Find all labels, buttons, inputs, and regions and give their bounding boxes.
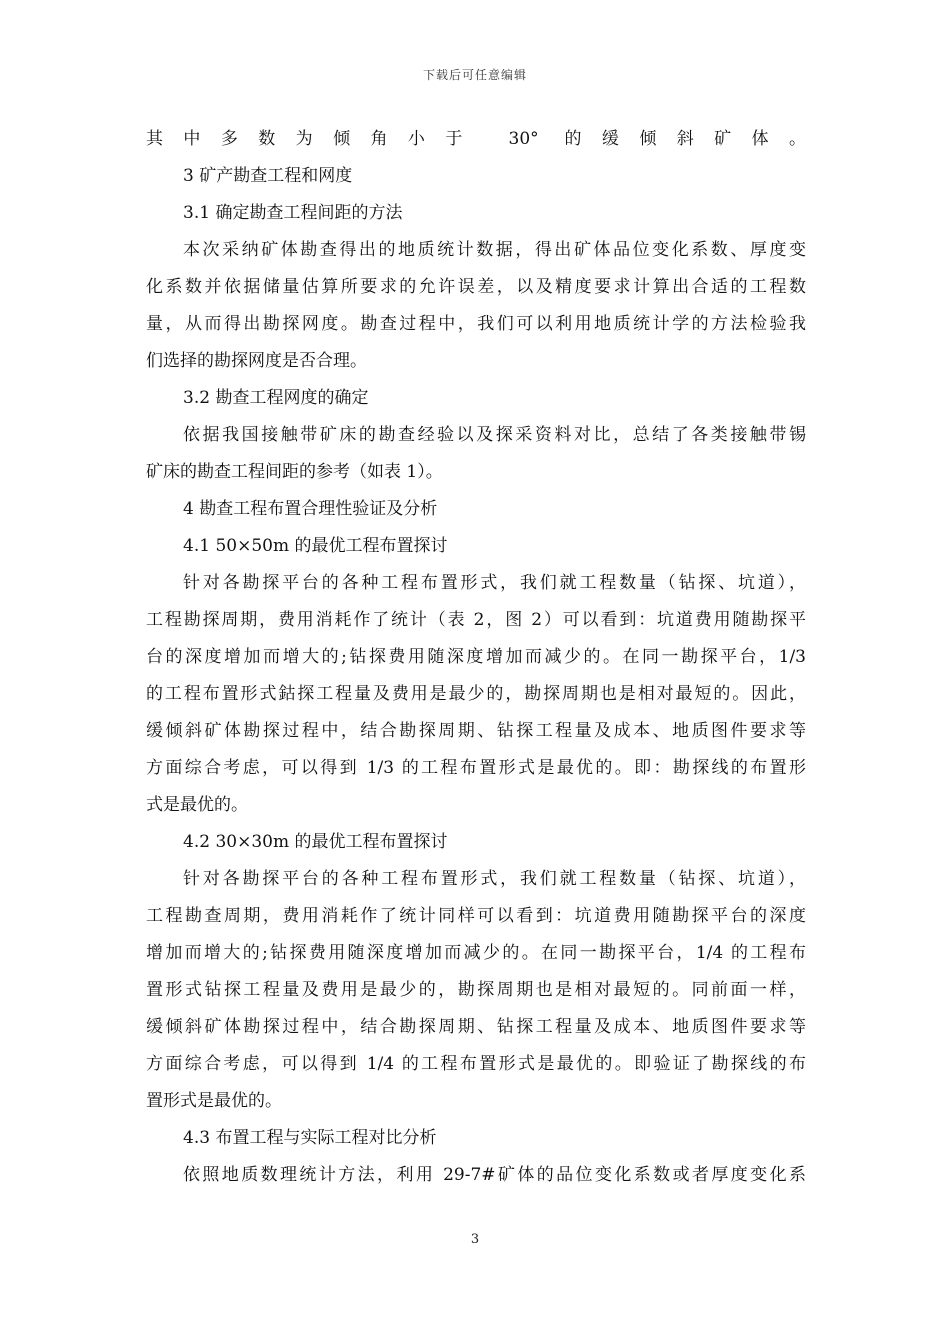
paragraph-line: 的工程布置形式鈷探工程量及费用是最少的，勘探周期也是相对最短的。因此， [146,684,806,704]
subsection-heading: 4.3 布置工程与实际工程对比分析 [183,1128,437,1148]
paragraph-line: 工程勘查周期，费用消耗作了统计同样可以看到：坑道费用随勘探平台的深度 [146,906,806,926]
page-header: 下载后可任意编辑 [422,68,527,82]
paragraph-line: 方面综合考虑，可以得到 1/4 的工程布置形式是最优的。即验证了勘探线的布 [146,1054,806,1074]
section-heading: 4 勘查工程布置合理性验证及分析 [183,499,438,519]
paragraph-line: 依照地质数理统计方法，利用 29-7#矿体的品位变化系数或者厚度变化系 [183,1165,806,1185]
paragraph-line: 化系数并依据储量估算所要求的允许误差，以及精度要求计算出合适的工程数 [146,277,806,297]
section-heading: 3 矿产勘查工程和网度 [183,166,353,186]
paragraph-line: 们选择的勘探网度是否合理。 [146,351,367,371]
paragraph-line: 针对各勘探平台的各种工程布置形式，我们就工程数量（钻探、坑道）， [183,869,806,889]
paragraph-line: 置形式钻探工程量及费用是最少的，勘探周期也是相对最短的。同前面一样， [146,980,806,1000]
paragraph-line: 针对各勘探平台的各种工程布置形式，我们就工程数量（钻探、坑道）， [183,573,806,593]
paragraph-line: 矿床的勘查工程间距的参考（如表 1）。 [146,462,443,482]
paragraph-line: 本次采纳矿体勘查得出的地质统计数据，得出矿体品位变化系数、厚度变 [183,240,806,260]
paragraph-line: 工程勘探周期，费用消耗作了统计（表 2，图 2）可以看到：坑道费用随勘探平 [146,610,806,630]
paragraph-line: 缓倾斜矿体勘探过程中，结合勘探周期、钻探工程量及成本、地质图件要求等 [146,1017,806,1037]
paragraph-line: 台的深度增加而增大的;钻探费用随深度增加而减少的。在同一勘探平台，1/3 [146,647,806,667]
paragraph-line: 缓倾斜矿体勘探过程中，结合勘探周期、钻探工程量及成本、地质图件要求等 [146,721,806,741]
subsection-heading: 3.2 勘查工程网度的确定 [183,388,369,408]
paragraph-line: 量，从而得出勘探网度。勘查过程中，我们可以利用地质统计学的方法检验我 [146,314,806,334]
subsection-heading: 3.1 确定勘查工程间距的方法 [183,203,403,223]
page-number: 3 [470,1232,480,1247]
paragraph-line: 置形式是最优的。 [146,1091,282,1111]
paragraph-line: 方面综合考虑，可以得到 1/3 的工程布置形式是最优的。即：勘探线的布置形 [146,758,806,778]
paragraph-line: 式是最优的。 [146,795,248,815]
paragraph-line: 增加而增大的;钻探费用随深度增加而减少的。在同一勘探平台，1/4 的工程布 [146,943,806,963]
paragraph-line: 依据我国接触带矿床的勘查经验以及探采资料对比，总结了各类接触带锡 [183,425,806,445]
paragraph-line: 其中多数为倾角小于 30° 的缓倾斜矿体。 [146,129,806,149]
subsection-heading: 4.2 30×30m 的最优工程布置探讨 [183,832,448,852]
subsection-heading: 4.1 50×50m 的最优工程布置探讨 [183,536,448,556]
document-body [146,121,806,1194]
